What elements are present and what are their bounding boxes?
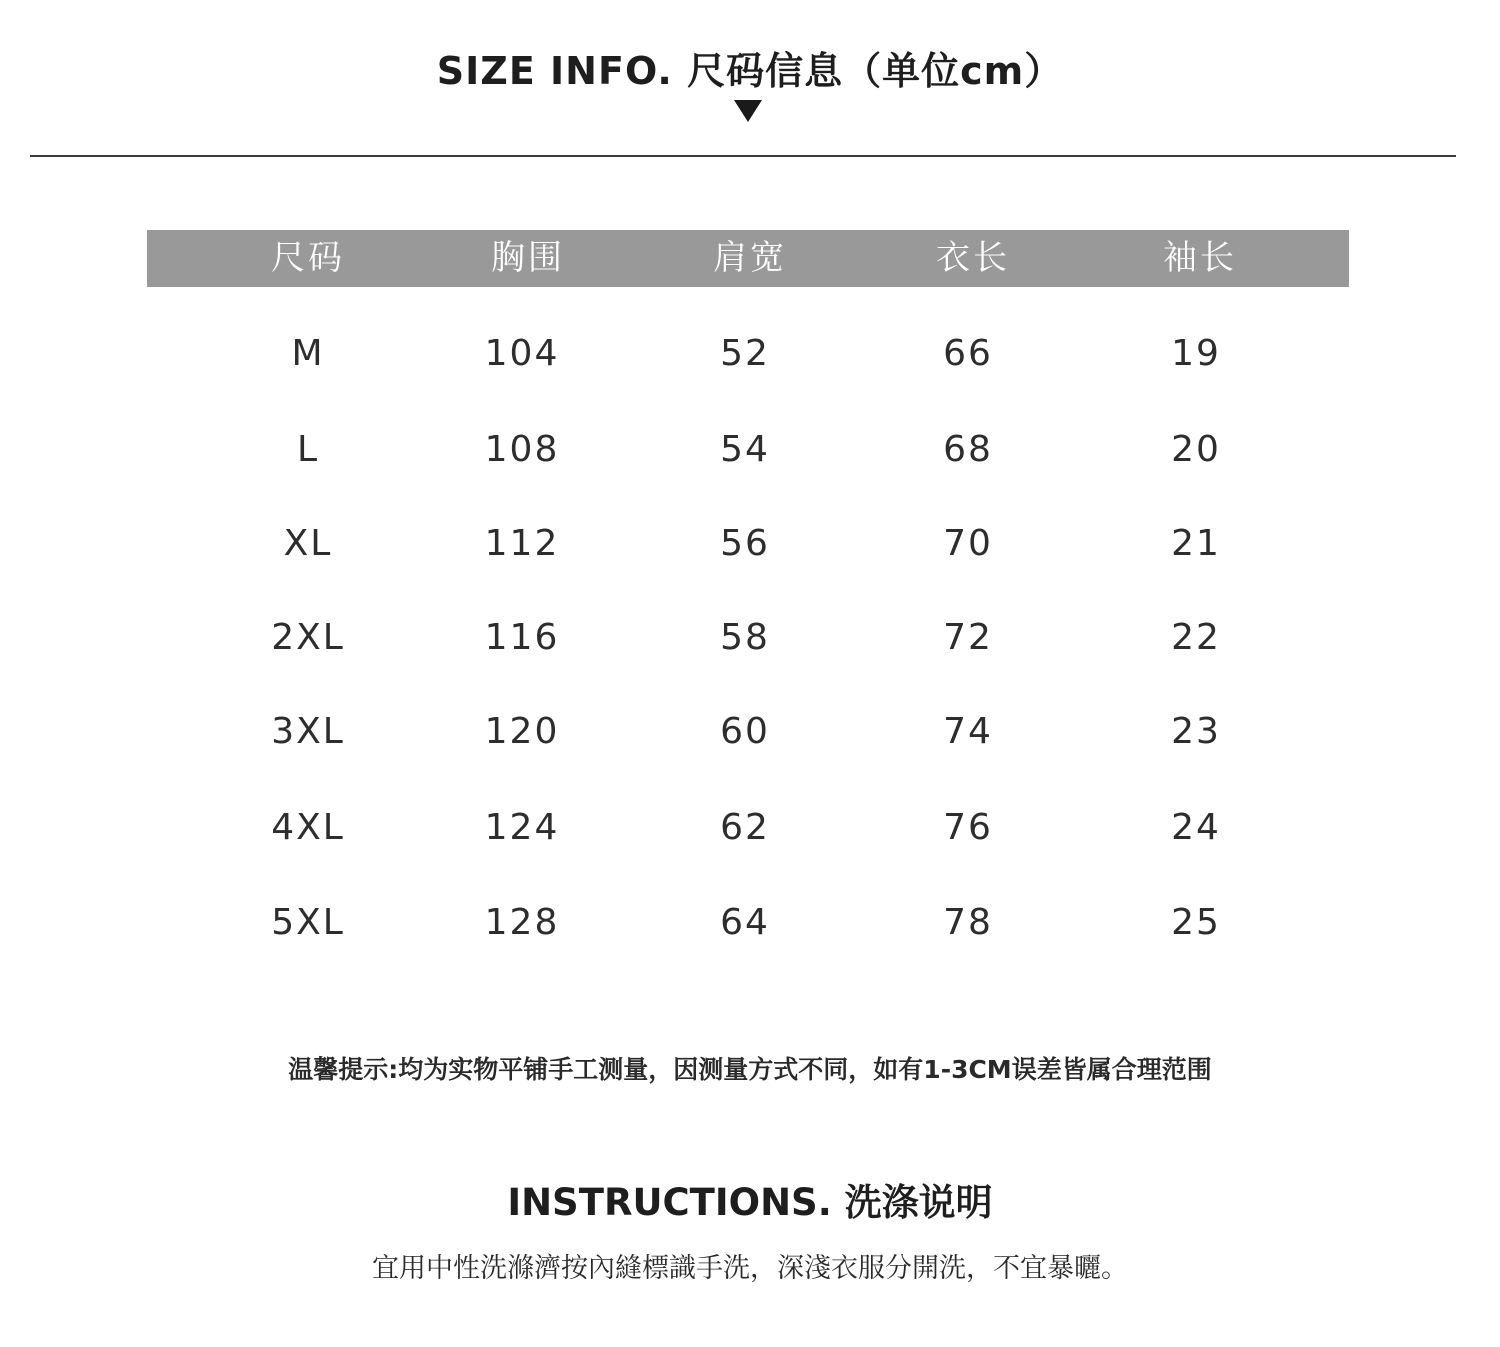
cell-chest: 112: [484, 523, 560, 564]
triangle-down-icon: [734, 100, 762, 122]
size-info-title: SIZE INFO. 尺码信息（单位cm）: [436, 49, 1064, 93]
measurement-tip: 温馨提示:均为实物平铺手工测量，因测量方式不同，如有1-3CM误差皆属合理范围: [288, 1055, 1212, 1084]
cell-sleeve: 19: [1171, 333, 1221, 374]
cell-size: L: [296, 429, 320, 470]
size-table-header: [147, 230, 1349, 287]
cell-shoulder: 64: [720, 902, 770, 943]
cell-chest: 124: [484, 807, 560, 848]
cell-sleeve: 21: [1171, 523, 1221, 564]
instructions-text: 宜用中性洗滌濟按內縫標識手洗，深淺衣服分開洗，不宜暴曬。: [372, 1253, 1128, 1284]
cell-length: 76: [943, 807, 993, 848]
header-shoulder: 肩宽: [713, 238, 787, 278]
table-row: [0, 420, 1500, 480]
cell-shoulder: 60: [720, 711, 770, 752]
cell-size: 2XL: [271, 617, 345, 658]
instructions-title: INSTRUCTIONS. 洗涤说明: [507, 1181, 993, 1224]
cell-chest: 116: [484, 617, 560, 658]
cell-shoulder: 62: [720, 807, 770, 848]
cell-length: 68: [943, 429, 993, 470]
cell-sleeve: 23: [1171, 711, 1221, 752]
header-length: 衣长: [936, 238, 1010, 278]
header-chest: 胸围: [491, 238, 565, 278]
cell-size: XL: [283, 523, 333, 564]
cell-size: M: [291, 333, 325, 374]
cell-sleeve: 25: [1171, 902, 1221, 943]
table-row: [0, 798, 1500, 858]
cell-size: 5XL: [271, 902, 345, 943]
cell-shoulder: 56: [720, 523, 770, 564]
cell-chest: 120: [484, 711, 560, 752]
header-size: 尺码: [271, 238, 345, 278]
table-row: [0, 893, 1500, 953]
cell-size: 4XL: [271, 807, 345, 848]
cell-shoulder: 54: [720, 429, 770, 470]
cell-shoulder: 58: [720, 617, 770, 658]
table-row: [0, 702, 1500, 762]
cell-length: 74: [943, 711, 993, 752]
cell-chest: 128: [484, 902, 560, 943]
cell-sleeve: 20: [1171, 429, 1221, 470]
cell-shoulder: 52: [720, 333, 770, 374]
header-sleeve: 袖长: [1163, 238, 1237, 278]
cell-length: 78: [943, 902, 993, 943]
table-row: [0, 608, 1500, 668]
table-row: [0, 324, 1500, 384]
cell-sleeve: 22: [1171, 617, 1221, 658]
cell-length: 66: [943, 333, 993, 374]
cell-sleeve: 24: [1171, 807, 1221, 848]
table-row: [0, 514, 1500, 574]
cell-length: 70: [943, 523, 993, 564]
cell-size: 3XL: [271, 711, 345, 752]
section-divider: [30, 155, 1456, 157]
cell-chest: 108: [484, 429, 560, 470]
cell-length: 72: [943, 617, 993, 658]
cell-chest: 104: [484, 333, 560, 374]
